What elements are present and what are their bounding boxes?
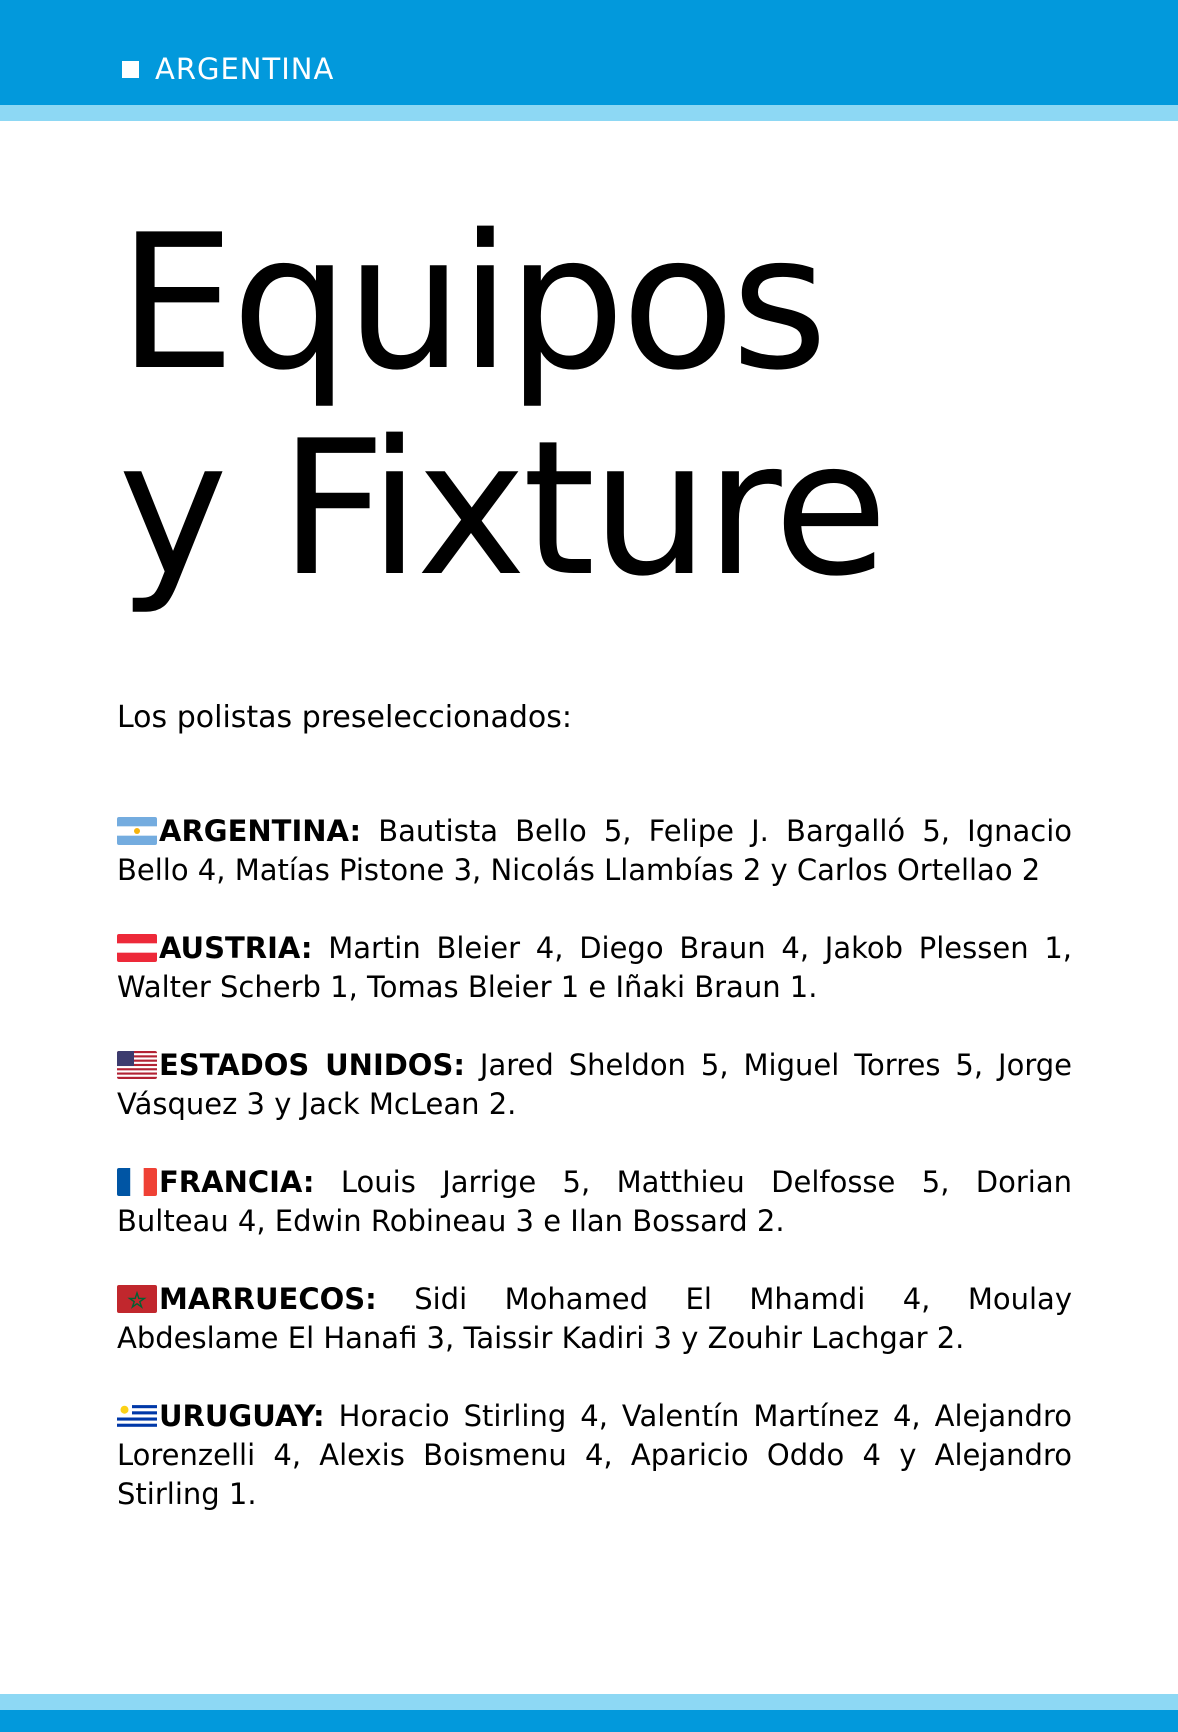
intro-text: Los polistas preseleccionados: [117,700,572,735]
footer-stripe [0,1694,1178,1710]
team-players: Jared Sheldon 5, Miguel Torres 5, Jorge Vásquez 3 y Jack McLean 2. [117,1048,1072,1121]
team-entry-austria [117,929,1072,1007]
argentina-flag-icon [117,817,157,845]
team-entry-argentina [117,812,1072,890]
morocco-flag-icon [117,1285,157,1313]
team-name: ESTADOS UNIDOS: [159,1048,465,1082]
team-name: ARGENTINA: [159,814,362,848]
title-line-2: y Fixture [118,400,885,617]
team-entry-uruguay [117,1397,1072,1514]
teams-list [117,812,1072,1553]
usa-flag-icon [117,1051,157,1079]
team-players: Horacio Stirling 4, Valentín Martínez 4, Alejandro Lorenzelli 4, Alexis Boismenu 4, Aparicio Oddo 4 y Alejandro Stirling 1. [117,1399,1072,1511]
team-players: Martin Bleier 4, Diego Braun 4, Jakob Plessen 1, Walter Scherb 1, Tomas Bleier 1 e Iñaki Braun 1. [117,931,1072,1004]
uruguay-flag-icon [117,1402,157,1430]
austria-flag-icon [117,934,157,962]
section-label: ARGENTINA [155,52,335,86]
team-name: AUSTRIA: [159,931,313,965]
team-entry-francia [117,1163,1072,1241]
team-name: URUGUAY: [159,1399,325,1433]
section-tag [122,52,334,86]
france-flag-icon [117,1168,157,1196]
team-players: Louis Jarrige 5, Matthieu Delfosse 5, Dorian Bulteau 4, Edwin Robineau 3 e Ilan Bossard 2. [117,1165,1072,1238]
page-title [118,194,885,617]
team-name: MARRUECOS: [159,1282,377,1316]
team-name: FRANCIA: [159,1165,315,1199]
team-entry-marruecos [117,1280,1072,1358]
team-players: Bautista Bello 5, Felipe J. Bargalló 5, Ignacio Bello 4, Matías Pistone 3, Nicolás Llambías 2 y Carlos Ortellao 2 [117,814,1072,887]
title-line-1: Equipos [118,194,824,411]
team-players: Sidi Mohamed El Mhamdi 4, Moulay Abdeslame El Hanafi 3, Taissir Kadiri 3 y Zouhir Lachgar 2. [117,1282,1072,1355]
square-bullet-icon [122,61,139,78]
footer-bar [0,1710,1178,1732]
header-stripe [0,105,1178,121]
team-entry-estados-unidos [117,1046,1072,1124]
